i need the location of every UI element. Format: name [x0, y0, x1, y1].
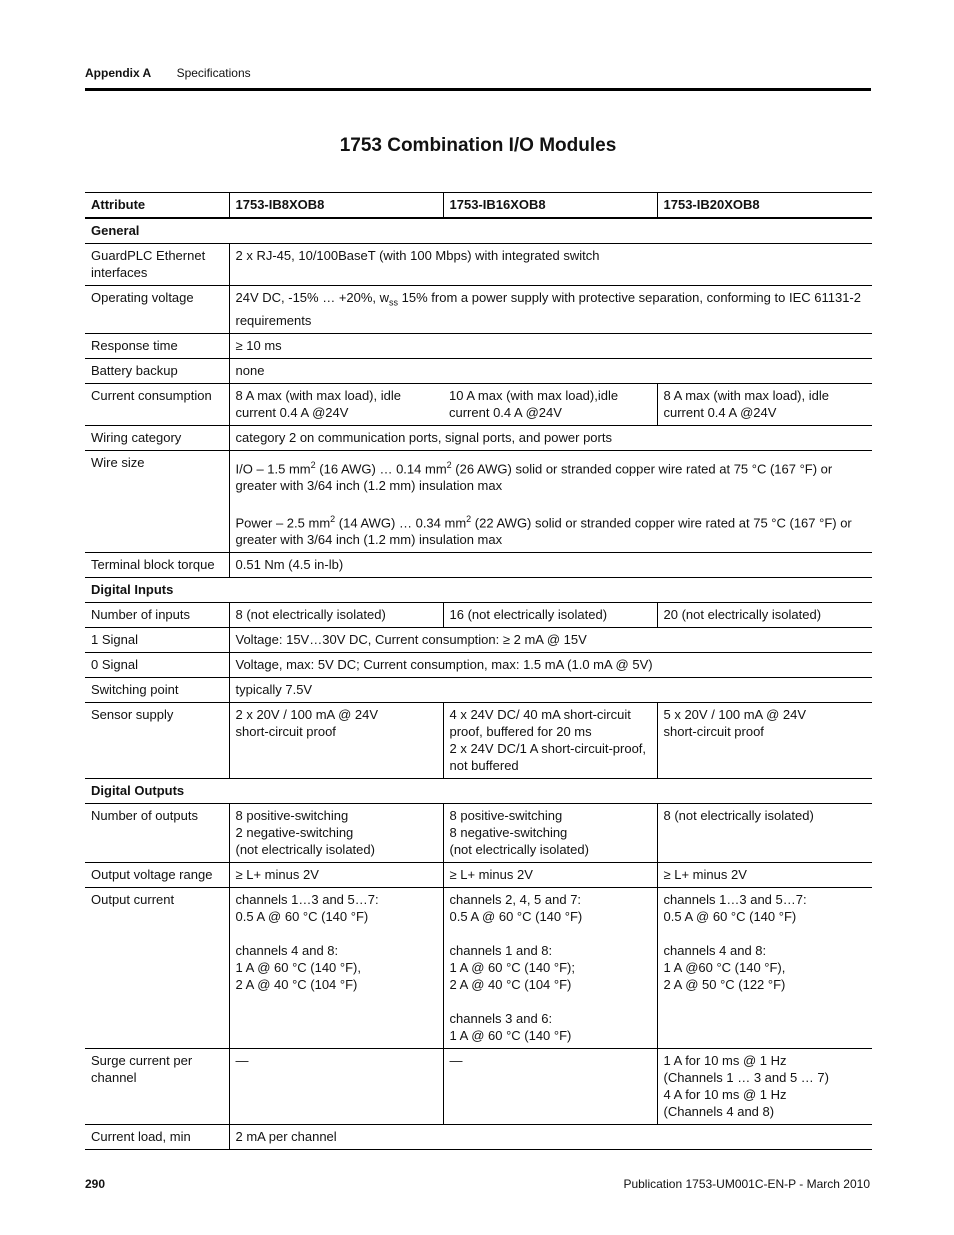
- attribute-cell: Wiring category: [85, 425, 229, 450]
- attribute-cell: Operating voltage: [85, 286, 229, 334]
- table-header-row: [85, 193, 872, 219]
- attribute-cell: Number of inputs: [85, 603, 229, 628]
- table-row: [85, 703, 872, 779]
- value-cell: category 2 on communication ports, signal ports, and power ports: [229, 425, 872, 450]
- value-cell: 8 positive-switching 8 negative-switching (not electrically isolated): [443, 804, 657, 863]
- value-cell: 8 A max (with max load), idle current 0.4 A @24V: [229, 383, 443, 425]
- attribute-cell: Current consumption: [85, 383, 229, 425]
- table-row: [85, 553, 872, 578]
- value-cell: channels 1…3 and 5…7: 0.5 A @ 60 °C (140 °F) channels 4 and 8: 1 A @60 °C (140 °F), 2 A @ 50 °C (122 °F): [657, 888, 872, 1049]
- attribute-cell: Terminal block torque: [85, 553, 229, 578]
- header-ib16xob8: 1753-IB16XOB8: [443, 193, 657, 219]
- text-part: Power – 2.5 mm: [235, 515, 331, 531]
- table-row: [85, 333, 872, 358]
- table-row: [85, 1125, 872, 1150]
- table-row: [85, 244, 872, 286]
- wire-power-text: [236, 511, 867, 548]
- value-cell: Voltage: 15V…30V DC, Current consumption: ≥ 2 mA @ 15V: [229, 628, 872, 653]
- value-cell: channels 2, 4, 5 and 7: 0.5 A @ 60 °C (140 °F) channels 1 and 8: 1 A @ 60 °C (140 °F); 2 A @ 40 °C (104 °F) channels 3 and 6: 1 A @ 60 °C (140 °F): [443, 888, 657, 1049]
- value-cell: 0.51 Nm (4.5 in-lb): [229, 553, 872, 578]
- section-row-inputs: [85, 578, 872, 603]
- value-cell: 5 x 20V / 100 mA @ 24V short-circuit proof: [657, 703, 872, 779]
- value-cell: 2 mA per channel: [229, 1125, 872, 1150]
- value-cell: ≥ L+ minus 2V: [657, 863, 872, 888]
- attribute-cell: Wire size: [85, 450, 229, 553]
- section-row-general: [85, 218, 872, 244]
- value-cell: ≥ L+ minus 2V: [443, 863, 657, 888]
- value-cell: 8 (not electrically isolated): [657, 804, 872, 863]
- attribute-cell: GuardPLC Ethernet interfaces: [85, 244, 229, 286]
- table-row: [85, 603, 872, 628]
- attribute-cell: Surge current per channel: [85, 1049, 229, 1125]
- header-rule: [85, 88, 871, 91]
- value-cell: 2 x 20V / 100 mA @ 24V short-circuit proof: [229, 703, 443, 779]
- value-cell: 1 A for 10 ms @ 1 Hz (Channels 1 … 3 and 5 … 7) 4 A for 10 ms @ 1 Hz (Channels 4 and 8): [657, 1049, 872, 1125]
- section-title: Digital Inputs: [85, 578, 872, 603]
- value-text: 15% from a power supply with protective separation, conforming to IEC 61131-2 requirements: [235, 290, 861, 328]
- wire-io-text: [236, 457, 867, 494]
- text-part: (16 AWG) … 0.14 mm: [315, 460, 447, 476]
- value-cell: [229, 450, 872, 553]
- attribute-cell: Switching point: [85, 678, 229, 703]
- attribute-cell: 1 Signal: [85, 628, 229, 653]
- value-cell: ≥ L+ minus 2V: [229, 863, 443, 888]
- table-row: [85, 804, 872, 863]
- value-cell: 20 (not electrically isolated): [657, 603, 872, 628]
- attribute-cell: Response time: [85, 333, 229, 358]
- superscript: 2: [310, 459, 316, 470]
- attribute-cell: Sensor supply: [85, 703, 229, 779]
- page-number: 290: [85, 1177, 106, 1191]
- value-cell: ≥ 10 ms: [229, 333, 872, 358]
- attribute-cell: Number of outputs: [85, 804, 229, 863]
- table-row: [85, 383, 872, 425]
- attribute-cell: Battery backup: [85, 358, 229, 383]
- text-part: (26 AWG) solid or stranded copper wire rated at 75 °C (167 °F) or greater with 3/64 inch (1.2 mm) insulation max: [235, 460, 833, 493]
- value-cell: 4 x 24V DC/ 40 mA short-circuit proof, buffered for 20 ms 2 x 24V DC/1 A short-circuit-proof, not buffered: [443, 703, 657, 779]
- table-row: [85, 628, 872, 653]
- page-header: [85, 66, 871, 80]
- value-cell: none: [229, 358, 872, 383]
- subscript: ss: [389, 297, 399, 308]
- table-row: [85, 653, 872, 678]
- text-part: (22 AWG) solid or stranded copper wire rated at 75 °C (167 °F) or greater with 3/64 inch (1.2 mm) insulation max: [235, 515, 852, 548]
- table-row: [85, 863, 872, 888]
- attribute-cell: Output current: [85, 888, 229, 1049]
- publication-id: Publication 1753-UM001C-EN-P - March 2010: [623, 1177, 870, 1191]
- text-part: I/O – 1.5 mm: [235, 460, 311, 476]
- value-cell: —: [443, 1049, 657, 1125]
- value-cell: 8 positive-switching 2 negative-switching (not electrically isolated): [229, 804, 443, 863]
- appendix-label: Appendix A: [85, 66, 152, 80]
- attribute-cell: Current load, min: [85, 1125, 229, 1150]
- value-cell: 8 A max (with max load), idle current 0.4 A @24V: [657, 383, 872, 425]
- value-text: 24V DC, -15% … +20%, w: [235, 290, 390, 305]
- table-row: [85, 286, 872, 334]
- table-row: [85, 888, 872, 1049]
- value-cell: 16 (not electrically isolated): [443, 603, 657, 628]
- value-cell: Voltage, max: 5V DC; Current consumption, max: 1.5 mA (1.0 mA @ 5V): [229, 653, 872, 678]
- section-title: General: [85, 218, 872, 244]
- section-label: Specifications: [176, 66, 251, 80]
- section-title: Digital Outputs: [85, 779, 872, 804]
- value-cell: 10 A max (with max load),idle current 0.4 A @24V: [443, 383, 657, 425]
- table-row: [85, 425, 872, 450]
- attribute-cell: Output voltage range: [85, 863, 229, 888]
- superscript: 2: [446, 459, 452, 470]
- superscript: 2: [466, 513, 472, 524]
- text-part: (14 AWG) … 0.34 mm: [335, 515, 467, 531]
- header-attribute: Attribute: [85, 193, 229, 219]
- header-ib20xob8: 1753-IB20XOB8: [657, 193, 872, 219]
- table-row: [85, 1049, 872, 1125]
- value-cell: channels 1…3 and 5…7: 0.5 A @ 60 °C (140 °F) channels 4 and 8: 1 A @ 60 °C (140 °F), 2 A @ 40 °C (104 °F): [229, 888, 443, 1049]
- table-row: [85, 358, 872, 383]
- page-title: 1753 Combination I/O Modules: [339, 135, 617, 156]
- table-row: [85, 678, 872, 703]
- value-cell: 2 x RJ-45, 10/100BaseT (with 100 Mbps) with integrated switch: [229, 244, 872, 286]
- header-ib8xob8: 1753-IB8XOB8: [229, 193, 443, 219]
- superscript: 2: [330, 513, 336, 524]
- value-cell: 8 (not electrically isolated): [229, 603, 443, 628]
- attribute-cell: 0 Signal: [85, 653, 229, 678]
- value-cell: —: [229, 1049, 443, 1125]
- value-cell: typically 7.5V: [229, 678, 872, 703]
- table-row: [85, 450, 872, 553]
- spec-table: [85, 192, 872, 1150]
- section-row-outputs: [85, 779, 872, 804]
- value-cell: [229, 286, 872, 334]
